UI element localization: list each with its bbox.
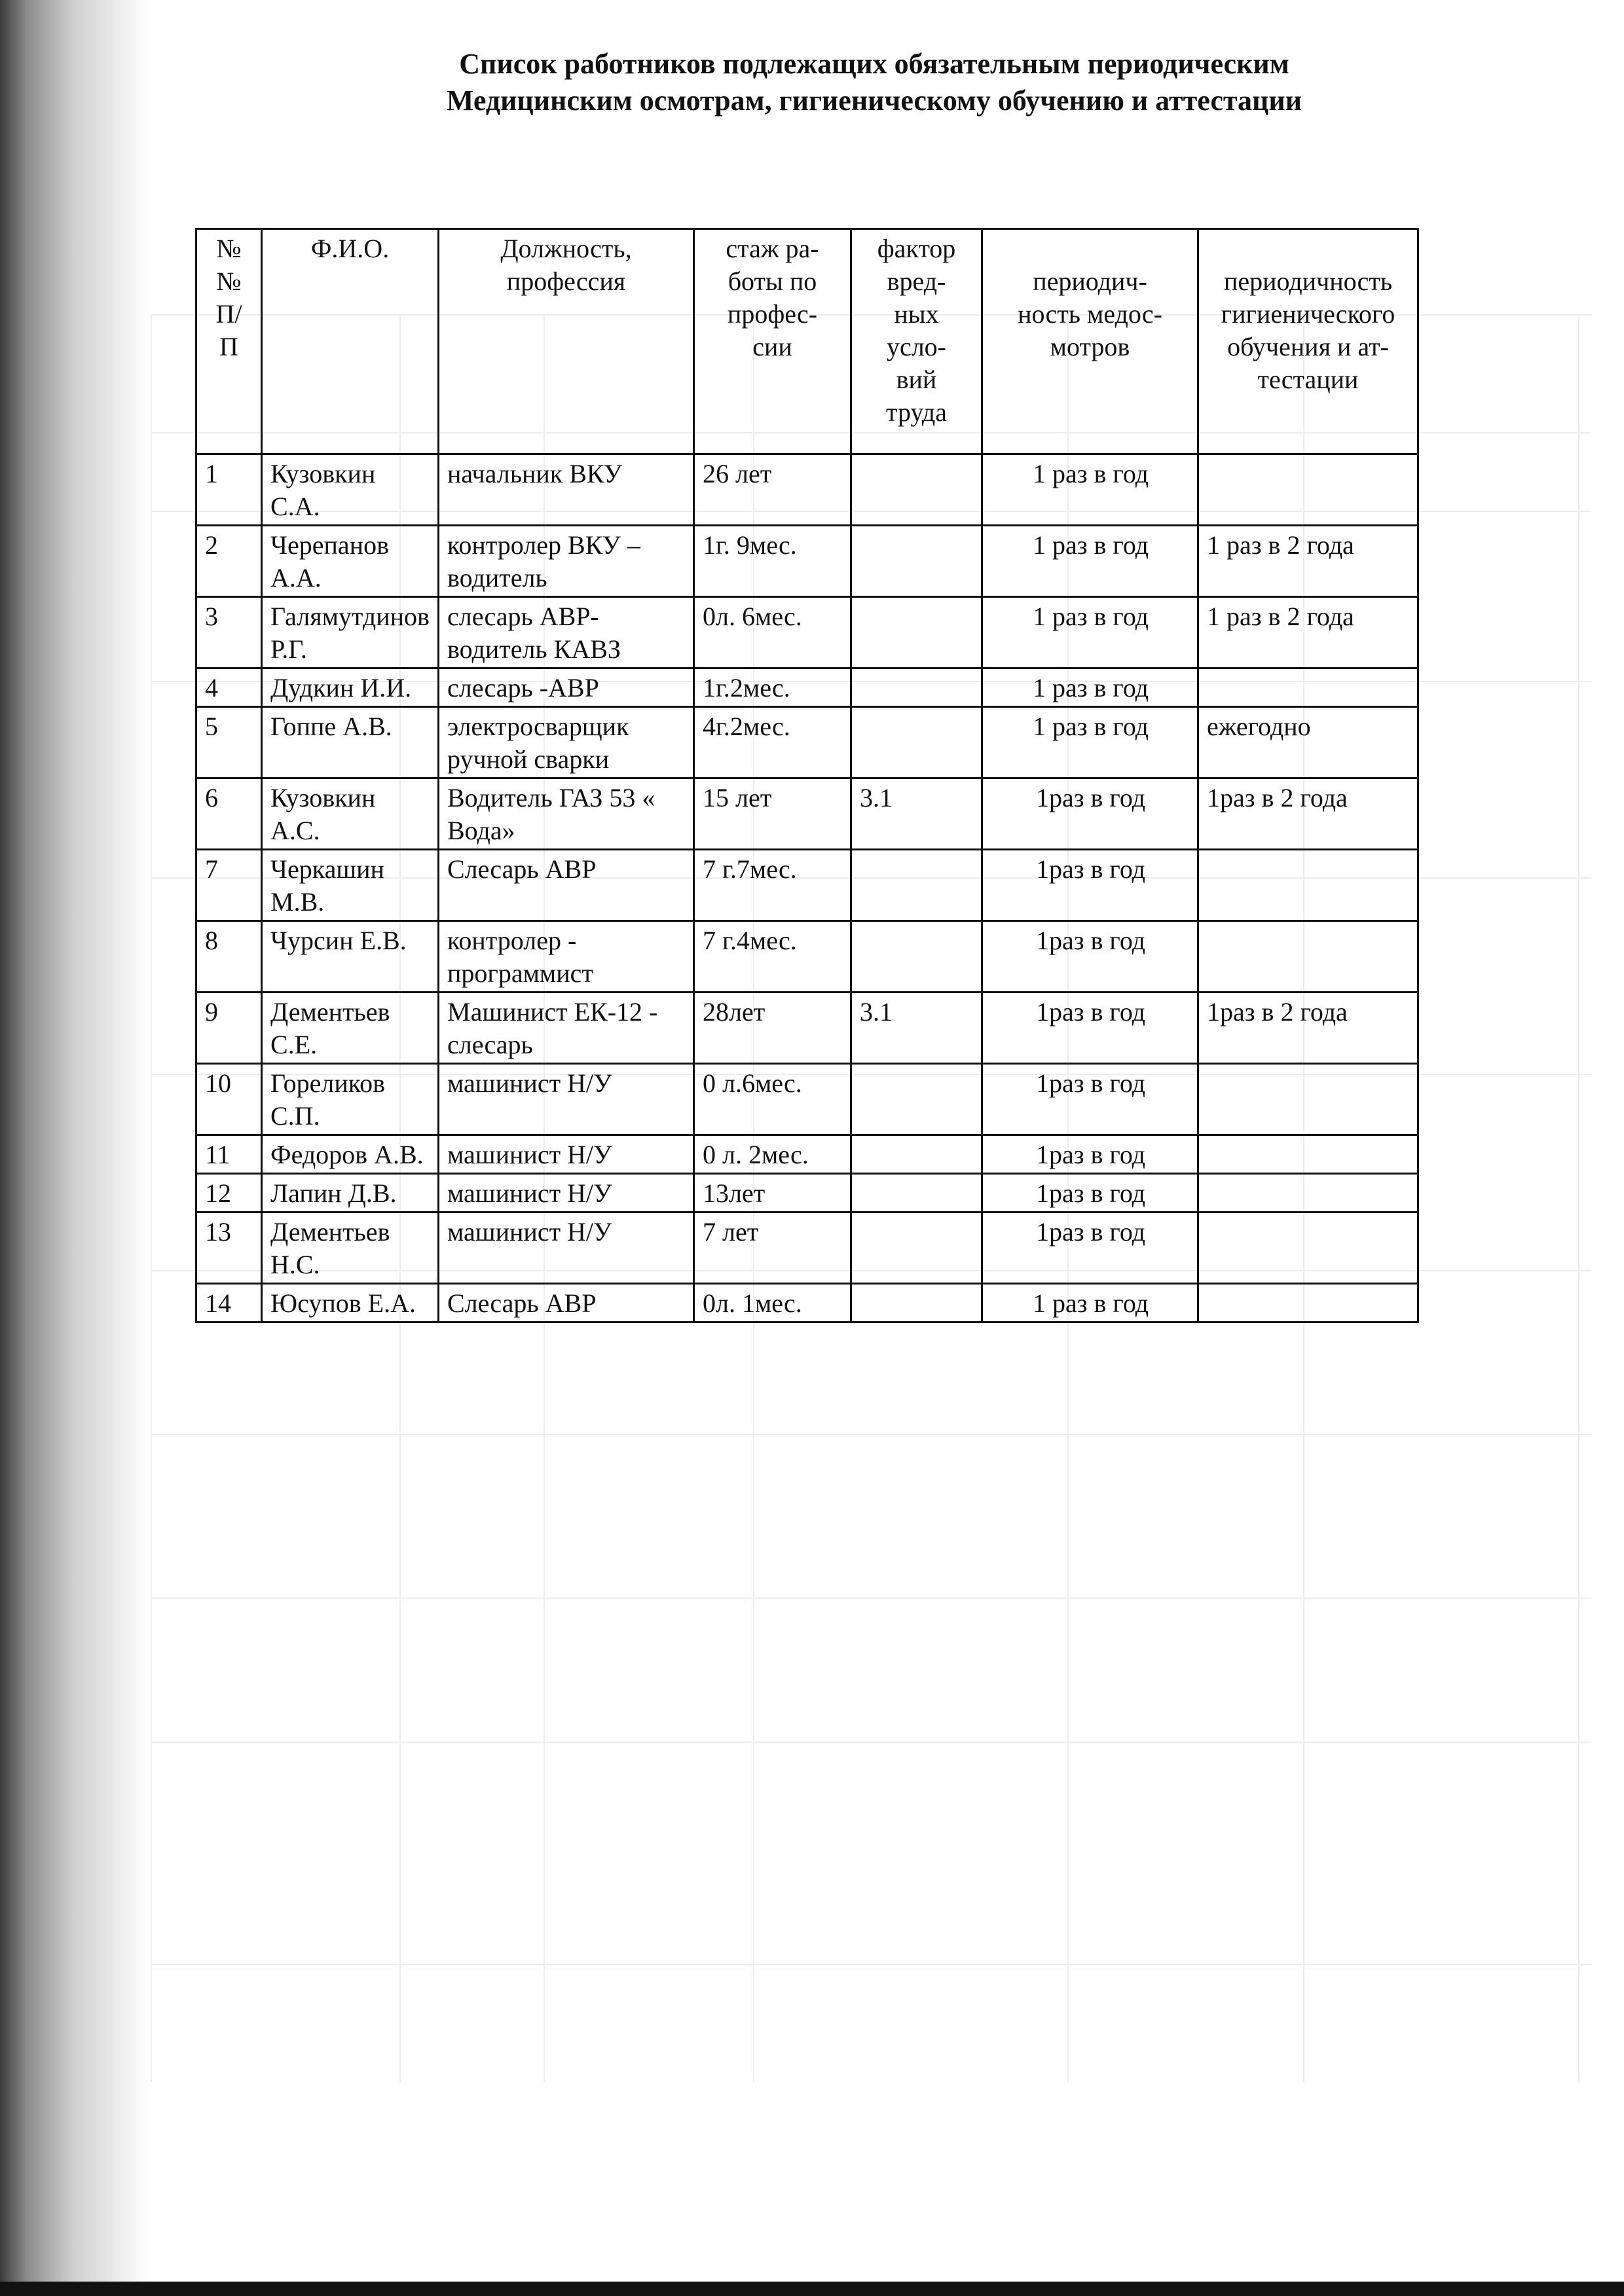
cell-medical-periodicity: 1раз в год (982, 850, 1198, 921)
cell-medical-periodicity: 1 раз в год (982, 597, 1198, 668)
header-position: Должность, профессия (439, 229, 694, 454)
cell-harmful-factor: 3.1 (851, 778, 982, 850)
cell-name: Кузовкин С.А. (262, 454, 439, 526)
cell-number: 13 (196, 1212, 262, 1284)
cell-number: 14 (196, 1284, 262, 1322)
cell-experience: 0 л.6мес. (694, 1064, 851, 1135)
header-name: Ф.И.О. (262, 229, 439, 454)
cell-position: контролер - программист (439, 921, 694, 993)
table-body (196, 454, 1418, 1322)
cell-medical-periodicity: 1раз в год (982, 993, 1198, 1064)
cell-position: контролер ВКУ – водитель (439, 526, 694, 597)
cell-experience: 26 лет (694, 454, 851, 526)
cell-hygiene-periodicity (1198, 454, 1418, 526)
cell-name: Кузовкин А.С. (262, 778, 439, 850)
cell-position: машинист Н/У (439, 1064, 694, 1135)
cell-harmful-factor (851, 1212, 982, 1284)
cell-name: Черепанов А.А. (262, 526, 439, 597)
cell-name: Черкашин М.В. (262, 850, 439, 921)
cell-experience: 15 лет (694, 778, 851, 850)
cell-medical-periodicity: 1раз в год (982, 1174, 1198, 1212)
cell-harmful-factor: 3.1 (851, 993, 982, 1064)
cell-hygiene-periodicity (1198, 1212, 1418, 1284)
cell-hygiene-periodicity (1198, 1135, 1418, 1174)
cell-harmful-factor (851, 597, 982, 668)
table-row (196, 1174, 1418, 1212)
title-line-1: Список работников подлежащих обязательным периодическим (459, 48, 1289, 80)
cell-experience: 4г.2мес. (694, 707, 851, 778)
cell-position: электросварщик ручной сварки (439, 707, 694, 778)
header-number: № № П/ П (196, 229, 262, 454)
table-header-row (196, 229, 1418, 454)
cell-experience: 0л. 1мес. (694, 1284, 851, 1322)
cell-hygiene-periodicity: 1 раз в 2 года (1198, 526, 1418, 597)
cell-name: Дементьев С.Е. (262, 993, 439, 1064)
cell-name: Чурсин Е.В. (262, 921, 439, 993)
title-line-2: Медицинским осмотрам, гигиеническому обучению и аттестации (446, 84, 1302, 117)
cell-position: машинист Н/У (439, 1135, 694, 1174)
cell-hygiene-periodicity: 1раз в 2 года (1198, 778, 1418, 850)
cell-experience: 0л. 6мес. (694, 597, 851, 668)
cell-position: Слесарь АВР (439, 850, 694, 921)
table-row (196, 1135, 1418, 1174)
cell-number: 2 (196, 526, 262, 597)
cell-number: 3 (196, 597, 262, 668)
cell-position: начальник ВКУ (439, 454, 694, 526)
cell-position: Машинист ЕК-12 - слесарь (439, 993, 694, 1064)
cell-experience: 7 лет (694, 1212, 851, 1284)
cell-name: Галямутдинов Р.Г. (262, 597, 439, 668)
employee-table (195, 228, 1419, 1323)
cell-number: 5 (196, 707, 262, 778)
table-row (196, 668, 1418, 707)
cell-position: слесарь АВР-водитель КАВЗ (439, 597, 694, 668)
scan-shadow (0, 0, 151, 2296)
cell-hygiene-periodicity (1198, 921, 1418, 993)
cell-harmful-factor (851, 668, 982, 707)
cell-hygiene-periodicity (1198, 668, 1418, 707)
cell-medical-periodicity: 1раз в год (982, 921, 1198, 993)
table-row (196, 597, 1418, 668)
header-medical-periodicity: периодич- ность медос- мотров (982, 229, 1198, 454)
cell-hygiene-periodicity (1198, 1064, 1418, 1135)
cell-medical-periodicity: 1 раз в год (982, 707, 1198, 778)
cell-number: 1 (196, 454, 262, 526)
cell-number: 10 (196, 1064, 262, 1135)
header-hygiene-periodicity: периодичность гигиенического обучения и ат- тестации (1198, 229, 1418, 454)
header-harmful-factor: фактор вред- ных усло- вий труда (851, 229, 982, 454)
cell-number: 11 (196, 1135, 262, 1174)
cell-number: 6 (196, 778, 262, 850)
cell-harmful-factor (851, 707, 982, 778)
cell-number: 4 (196, 668, 262, 707)
cell-experience: 1г. 9мес. (694, 526, 851, 597)
cell-number: 7 (196, 850, 262, 921)
cell-medical-periodicity: 1раз в год (982, 1064, 1198, 1135)
cell-number: 12 (196, 1174, 262, 1212)
cell-harmful-factor (851, 454, 982, 526)
cell-medical-periodicity: 1раз в год (982, 1212, 1198, 1284)
table-row (196, 454, 1418, 526)
cell-hygiene-periodicity: ежегодно (1198, 707, 1418, 778)
cell-harmful-factor (851, 1135, 982, 1174)
cell-number: 8 (196, 921, 262, 993)
cell-position: машинист Н/У (439, 1174, 694, 1212)
cell-name: Дудкин И.И. (262, 668, 439, 707)
cell-name: Дементьев Н.С. (262, 1212, 439, 1284)
cell-medical-periodicity: 1 раз в год (982, 1284, 1198, 1322)
table-row (196, 921, 1418, 993)
cell-harmful-factor (851, 1284, 982, 1322)
cell-hygiene-periodicity: 1 раз в 2 года (1198, 597, 1418, 668)
cell-experience: 0 л. 2мес. (694, 1135, 851, 1174)
cell-name: Федоров А.В. (262, 1135, 439, 1174)
cell-position: машинист Н/У (439, 1212, 694, 1284)
cell-experience: 13лет (694, 1174, 851, 1212)
cell-name: Лапин Д.В. (262, 1174, 439, 1212)
cell-hygiene-periodicity (1198, 1284, 1418, 1322)
cell-experience: 1г.2мес. (694, 668, 851, 707)
cell-name: Гоппе А.В. (262, 707, 439, 778)
header-experience: стаж ра- боты по профес- сии (694, 229, 851, 454)
cell-harmful-factor (851, 1064, 982, 1135)
cell-hygiene-periodicity (1198, 850, 1418, 921)
cell-position: Водитель ГАЗ 53 « Вода» (439, 778, 694, 850)
table-row (196, 993, 1418, 1064)
cell-medical-periodicity: 1раз в год (982, 1135, 1198, 1174)
cell-harmful-factor (851, 526, 982, 597)
cell-hygiene-periodicity (1198, 1174, 1418, 1212)
table-row (196, 526, 1418, 597)
cell-name: Юсупов Е.А. (262, 1284, 439, 1322)
document-title (262, 46, 1486, 119)
cell-harmful-factor (851, 921, 982, 993)
cell-number: 9 (196, 993, 262, 1064)
cell-medical-periodicity: 1 раз в год (982, 454, 1198, 526)
scan-edge (0, 2282, 1624, 2296)
cell-harmful-factor (851, 850, 982, 921)
table-row (196, 707, 1418, 778)
table-row (196, 1212, 1418, 1284)
table-row (196, 850, 1418, 921)
cell-experience: 7 г.7мес. (694, 850, 851, 921)
table-row (196, 1064, 1418, 1135)
table-row (196, 1284, 1418, 1322)
table-row (196, 778, 1418, 850)
cell-medical-periodicity: 1раз в год (982, 778, 1198, 850)
cell-position: слесарь -АВР (439, 668, 694, 707)
cell-medical-periodicity: 1 раз в год (982, 526, 1198, 597)
cell-experience: 7 г.4мес. (694, 921, 851, 993)
cell-name: Гореликов С.П. (262, 1064, 439, 1135)
cell-harmful-factor (851, 1174, 982, 1212)
cell-experience: 28лет (694, 993, 851, 1064)
cell-position: Слесарь АВР (439, 1284, 694, 1322)
cell-hygiene-periodicity: 1раз в 2 года (1198, 993, 1418, 1064)
cell-medical-periodicity: 1 раз в год (982, 668, 1198, 707)
